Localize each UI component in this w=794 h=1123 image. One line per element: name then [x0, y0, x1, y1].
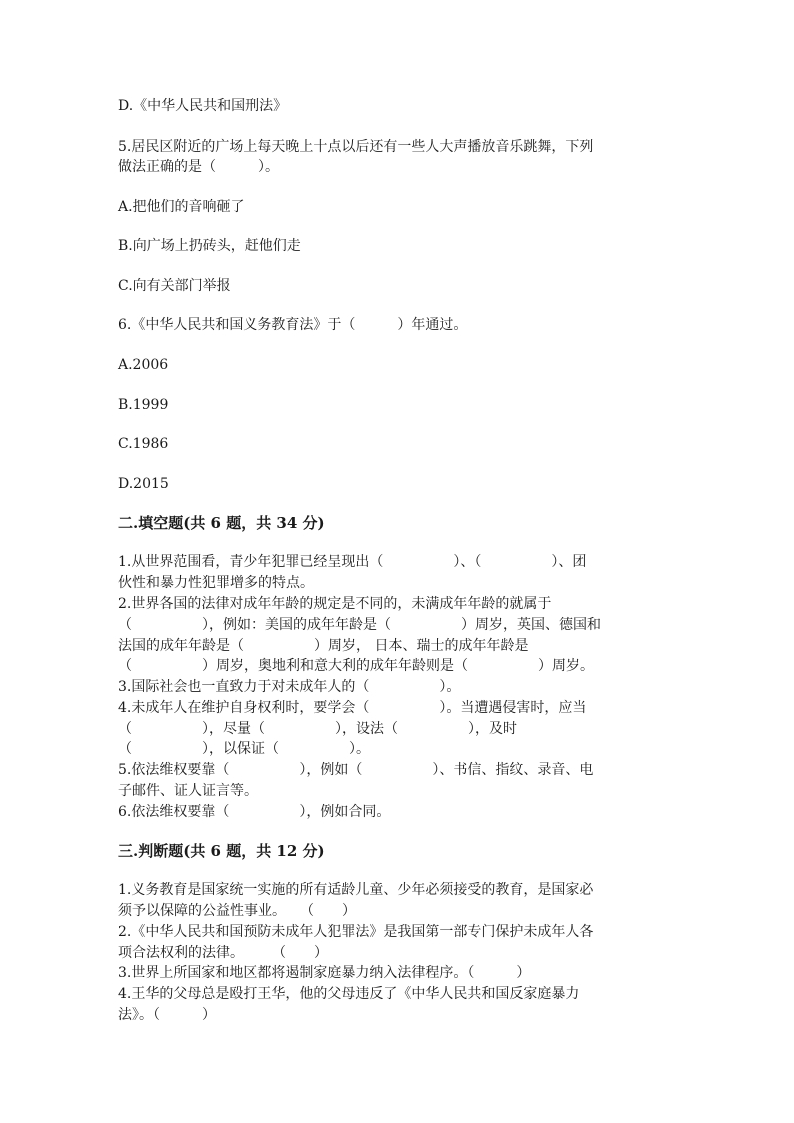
fill-line: （ ）周岁，奥地利和意大利的成年年龄则是（ ）周岁。: [118, 658, 594, 674]
q5-option-c: C.向有关部门举报: [118, 278, 231, 294]
fill-line: 1.从世界范围看，青少年犯罪已经呈现出（ ）、（ ）、团: [118, 554, 587, 570]
fill-line: （ ），以保证（ ）。: [118, 741, 370, 757]
fill-line: 3.国际社会也一直致力于对未成年人的（ ）。: [118, 679, 461, 695]
q5-option-b: B.向广场上扔砖头，赶他们走: [118, 238, 301, 254]
judge-line: 2.《中华人民共和国预防未成年人犯罪法》是我国第一部专门保护未成年人各: [118, 924, 594, 940]
q6-option-c: C.1986: [118, 436, 169, 452]
q5-stem-line1: 5.居民区附近的广场上每天晚上十点以后还有一些人大声播放音乐跳舞，下列: [118, 139, 594, 155]
fill-line: 子邮件、证人证言等。: [118, 783, 258, 799]
fill-line: （ ），例如：美国的成年年龄是（ ）周岁，英国、德国和: [118, 617, 601, 633]
q6-option-a: A.2006: [118, 357, 169, 373]
judge-line: 项合法权利的法律。 （ ）: [118, 945, 328, 961]
q6-stem: 6.《中华人民共和国义务教育法》于（ ）年通过。: [118, 317, 468, 333]
fill-line: （ ），尽量（ ），设法（ ），及时: [118, 721, 517, 737]
q6-option-d: D.2015: [118, 476, 169, 492]
judge-line: 3.世界上所国家和地区都将遏制家庭暴力纳入法律程序。（ ）: [118, 965, 531, 981]
section3-heading: 三.判断题(共 6 题，共 12 分): [118, 842, 325, 860]
fill-line: 4.未成年人在维护自身权利时，要学会（ ）。当遭遇侵害时，应当: [118, 700, 587, 716]
judge-line: 法》。（ ）: [118, 1007, 216, 1023]
fill-line: 法国的成年年龄是（ ）周岁， 日本、瑞士的成年年龄是: [118, 638, 529, 654]
q4-option-d: D.《中华人民共和国刑法》: [118, 98, 288, 114]
judge-line: 1.义务教育是国家统一实施的所有适龄儿童、少年必须接受的教育，是国家必: [118, 882, 594, 898]
fill-line: 伙性和暴力性犯罪增多的特点。: [118, 575, 314, 591]
judge-line: 须予以保障的公益性事业。 （ ）: [118, 903, 356, 919]
q6-option-b: B.1999: [118, 397, 169, 413]
q5-option-a: A.把他们的音响砸了: [118, 199, 245, 215]
fill-line: 6.依法维权要靠（ ），例如合同。: [118, 804, 391, 820]
judge-line: 4.王华的父母总是殴打王华，他的父母违反了《中华人民共和国反家庭暴力: [118, 986, 580, 1002]
section2-heading: 二.填空题(共 6 题，共 34 分): [118, 514, 325, 532]
fill-line: 2.世界各国的法律对成年年龄的规定是不同的，未满成年年龄的就属于: [118, 596, 552, 612]
fill-line: 5.依法维权要靠（ ），例如（ ）、书信、指纹、录音、电: [118, 762, 594, 778]
q5-stem-line2: 做法正确的是（ ）。: [118, 159, 279, 175]
